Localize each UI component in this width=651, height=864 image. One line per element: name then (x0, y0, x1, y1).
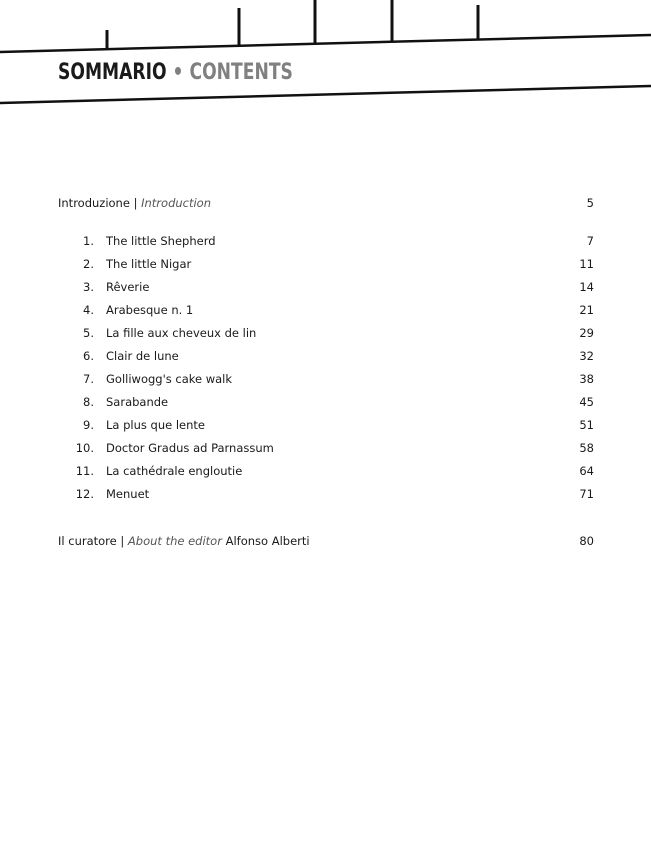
toc-entry-number: 12. (75, 487, 94, 501)
toc-entry-title: Doctor Gradus ad Parnassum (106, 441, 274, 455)
toc-entry-row[interactable] (0, 440, 651, 456)
toc-entry-row[interactable] (0, 371, 651, 387)
toc-entry-number: 9. (83, 418, 94, 432)
toc-entry-number: 11. (75, 464, 94, 478)
toc-entry-page: 7 (586, 234, 594, 248)
toc-curator-row[interactable] (0, 533, 651, 549)
toc-entry-title: La plus que lente (106, 418, 206, 432)
toc-entry-number: 2. (83, 257, 94, 271)
intro-divider: | (133, 196, 138, 210)
toc-entry-number: 4. (83, 303, 94, 317)
toc-entry-title: The little Nigar (106, 257, 192, 271)
toc-entry-page: 58 (579, 441, 594, 455)
header-top-rule (0, 35, 651, 52)
toc-entry-title: Arabesque n. 1 (106, 303, 194, 317)
toc-intro-row[interactable] (0, 195, 651, 211)
toc-entry-number: 7. (83, 372, 94, 386)
toc-entry-page: 32 (579, 349, 594, 363)
toc-entry-page: 29 (579, 326, 594, 340)
curator-label (58, 533, 310, 549)
toc-entry-page: 11 (579, 257, 594, 271)
toc-entry-page: 51 (579, 418, 594, 432)
toc-entry-page: 21 (579, 303, 594, 317)
intro-label (58, 195, 211, 211)
page-title (58, 60, 293, 85)
toc-entry-row[interactable] (0, 394, 651, 410)
toc-entry-number: 6. (83, 349, 94, 363)
title-english: CONTENTS (189, 60, 293, 85)
curator-divider: | (120, 534, 125, 548)
curator-label-en: About the editor (127, 534, 222, 548)
toc-entry-number: 10. (75, 441, 94, 455)
toc-entry-number: 8. (83, 395, 94, 409)
toc-entry-row[interactable] (0, 417, 651, 433)
toc-entry-page: 38 (579, 372, 594, 386)
header-bottom-rule (0, 86, 651, 103)
toc-entry-title: Rêverie (106, 280, 150, 294)
toc-entry-page: 45 (579, 395, 594, 409)
toc-entry-row[interactable] (0, 463, 651, 479)
toc-entry-page: 71 (579, 487, 594, 501)
toc-entry-title: Golliwogg's cake walk (106, 372, 233, 386)
toc-entry-title: La fille aux cheveux de lin (106, 326, 257, 340)
curator-page: 80 (579, 534, 594, 548)
toc-entry-row[interactable] (0, 233, 651, 249)
header-decoration (0, 0, 651, 110)
intro-page: 5 (586, 196, 594, 210)
toc-entry-number: 3. (83, 280, 94, 294)
toc-entry-page: 14 (579, 280, 594, 294)
toc-entry-row[interactable] (0, 486, 651, 502)
toc-entry-title: Sarabande (106, 395, 169, 409)
curator-name: Alfonso Alberti (225, 534, 310, 548)
toc-entry-row[interactable] (0, 256, 651, 272)
toc-entry-title: Menuet (106, 487, 150, 501)
title-italian: SOMMARIO (58, 60, 167, 85)
intro-label-it: Introduzione (58, 196, 130, 210)
toc-entry-row[interactable] (0, 302, 651, 318)
intro-label-en: Introduction (141, 196, 212, 210)
title-separator: • (172, 60, 184, 85)
toc-entry-title: The little Shepherd (106, 234, 216, 248)
toc-entry-number: 5. (83, 326, 94, 340)
toc-entry-page: 64 (579, 464, 594, 478)
toc-entry-row[interactable] (0, 325, 651, 341)
toc-entry-row[interactable] (0, 348, 651, 364)
toc-entry-title: La cathédrale engloutie (106, 464, 243, 478)
toc-entry-number: 1. (83, 234, 94, 248)
toc-entry-row[interactable] (0, 279, 651, 295)
toc-entry-title: Clair de lune (106, 349, 179, 363)
curator-label-it: Il curatore (58, 534, 117, 548)
